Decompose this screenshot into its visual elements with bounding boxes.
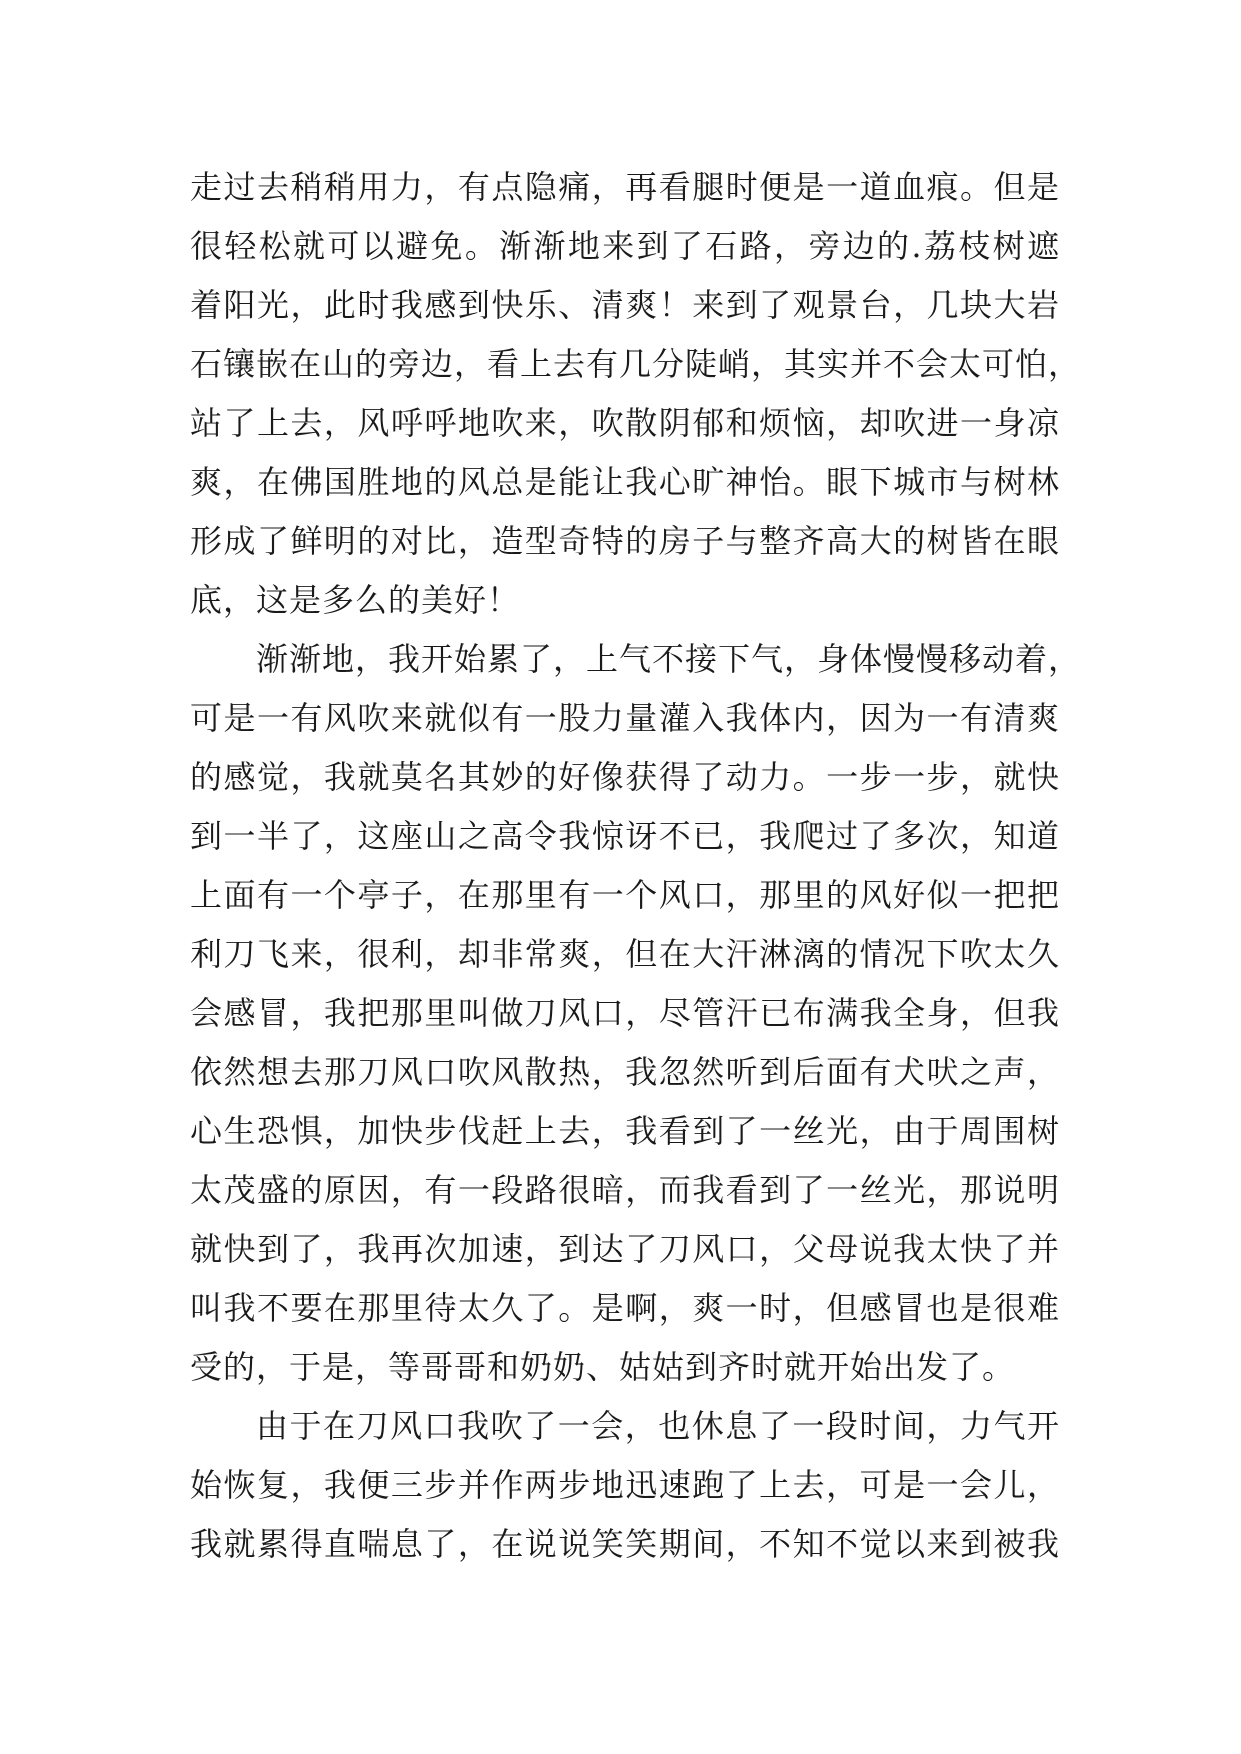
text-line: 爽，在佛国胜地的风总是能让我心旷神怡。眼下城市与树林 [190,463,1060,501]
text-line: 的感觉，我就莫名其妙的好像获得了动力。一步一步，就快 [190,758,1060,796]
text-line: 渐渐地，我开始累了，上气不接下气，身体慢慢移动着， [256,640,1082,678]
text-line: 太茂盛的原因，有一段路很暗，而我看到了一丝光，那说明 [190,1171,1060,1209]
text-line: 由于在刀风口我吹了一会，也休息了一段时间，力气开 [256,1407,1060,1445]
text-line: 可是一有风吹来就似有一股力量灌入我体内，因为一有清爽 [190,699,1060,737]
text-line: 形成了鲜明的对比，造型奇特的房子与整齐高大的树皆在眼 [190,522,1060,560]
text-line: 站了上去，风呼呼地吹来，吹散阴郁和烦恼，却吹进一身凉 [190,404,1060,442]
text-line: 石镶嵌在山的旁边，看上去有几分陡峭，其实并不会太可怕， [190,345,1082,383]
text-line: 上面有一个亭子，在那里有一个风口，那里的风好似一把把 [190,876,1060,914]
text-line: 心生恐惧，加快步伐赶上去，我看到了一丝光，由于周围树 [190,1112,1060,1150]
text-line: 始恢复，我便三步并作两步地迅速跑了上去，可是一会儿， [190,1466,1060,1504]
body-text [190,158,1082,1574]
text-line: 着阳光，此时我感到快乐、清爽！来到了观景台，几块大岩 [190,286,1060,324]
text-line: 利刀飞来，很利，却非常爽，但在大汗淋漓的情况下吹太久 [190,935,1060,973]
text-line: 我就累得直喘息了，在说说笑笑期间，不知不觉以来到被我 [190,1525,1060,1563]
text-line: 就快到了，我再次加速，到达了刀风口，父母说我太快了并 [190,1230,1060,1268]
text-line: 受的，于是，等哥哥和奶奶、姑姑到齐时就开始出发了。 [190,1348,1016,1386]
text-line: 走过去稍稍用力，有点隐痛，再看腿时便是一道血痕。但是 [190,168,1060,206]
text-line: 叫我不要在那里待太久了。是啊，爽一时，但感冒也是很难 [190,1289,1060,1327]
text-line: 到一半了，这座山之高令我惊讶不已，我爬过了多次，知道 [190,817,1060,855]
text-line: 很轻松就可以避免。渐渐地来到了石路，旁边的.荔枝树遮 [190,227,1060,265]
text-line: 依然想去那刀风口吹风散热，我忽然听到后面有犬吠之声， [190,1053,1060,1091]
text-line: 会感冒，我把那里叫做刀风口，尽管汗已布满我全身，但我 [190,994,1060,1032]
text-line: 底，这是多么的美好！ [190,581,521,619]
